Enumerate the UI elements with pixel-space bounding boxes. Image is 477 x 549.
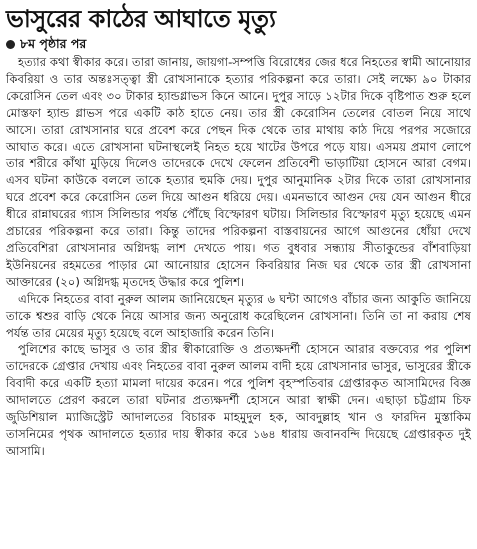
continued-from-label: ৮ম পৃষ্ঠার পর bbox=[20, 36, 87, 51]
paragraph-3: পুলিশের কাছে ভাসুর ও তার স্ত্রীর স্বীকারোক্তি ও প্রত্যক্ষদর্শী হোসনে আরার বক্তব্যের পর পুলিশ তাদেরকে গ্রেপ্তার দেখায় এবং নিহতের বাবা নুরুল আলম বাদী হয়ে রোখসানার ভাসুর, ভাসুরের স্ত্রীকে বিবাদী করে একটি হত্যা মামলা দায়ের করেন। পরে পুলিশ বৃহস্পতিবার গ্রেপ্তারকৃত আসামিদের বিজ্ঞ আদালতে প্রেরণ করলে তারা ঘটনার প্রত্যক্ষদর্শী হোসনে আরা স্বাক্ষী দেন। এছাড়া চট্টগ্রাম চিফ জুডিশিয়াল ম্যাজিস্ট্রেট আদালতের বিচারক মাহমুদুল হক, আবদুল্লাহ খান ও ফারদিন মুস্তাকিম তাসনিমের পৃথক আদালতে হত্যার দায় স্বীকার করে ১৬৪ ধারায় জবানবন্দি দিয়েছে গ্রেপ্তারকৃত দুই আসামি। bbox=[6, 342, 471, 458]
article-body bbox=[6, 54, 471, 460]
continuation-marker bbox=[6, 36, 471, 52]
paragraph-1: হত্যার কথা স্বীকার করে। তারা জানায়, জায়গা-সম্পত্তি বিরোধের জের ধরে নিহতের স্বামী আনোয়ার কিবরিয়া ও তার অন্তঃসত্ত্বা স্ত্রী রোখসানাকে হত্যার পরিকল্পনা করে তারা। সেই লক্ষ্যে ৯০ টাকার কেরোসিন তেল এবং ৩০ টাকার হ্যান্ডগ্লাভস কিনে আনে। দুপুর সাড়ে ১২টার দিকে বৃষ্টিপাত শুরু হলে মোস্তফা হ্যান্ড গ্লাভস পরে একটি কাঠ হাতে নেয়। তার স্ত্রী কেরোসিন তেলের বোতল নিয়ে সাথে আসে। তারা রোখসানার ঘরে প্রবেশ করে পেছন দিক থেকে তার মাথায় কাঠ দিয়ে পরপর সজোরে আঘাত করে। এতে রোখসানা ঘটনাস্থলেই নিহত হয়ে খাটের উপরে পড়ে যায়। এসময় প্রমাণ লোপে তার শরীরে কাঁথা মুড়িয়ে দিলেও তাদেরকে দেখে ফেলেন প্রতিবেশী ভাড়াটিয়া হোসনে আরা বেগম। এসব ঘটনা কাউকে বললে তাকে হত্যার হুমকি দেয়। দুপুর আনুমানিক ২টার দিকে তারা রোখসানার ঘরে প্রবেশ করে কেরোসিন তেল দিয়ে আগুন ধরিয়ে দেয়। এমনভাবে আগুন দেয় যেন আগুন ধীরে ধীরে রান্নাঘরের গ্যাস সিলিন্ডার পর্যন্ত পৌঁছে বিস্ফোরণ ঘটায়। সিলিন্ডার বিস্ফোরণ মৃত্যু হয়েছে এমন প্রচারের পরিকল্পনা করে তারা। কিন্তু তাদের পরিকল্পনা বাস্তবায়নের আগে আগুনের ধোঁয়া দেখে প্রতিবেশিরা রোখসানার অগ্নিদগ্ধ লাশ দেখতে পায়। গত বুধবার সন্ধ্যায় সীতাকুন্ডের বাঁশবাড়িয়া ইউনিয়নের রহমতের পাড়ার মো আনোয়ার হোসেন কিবরিয়ার নিজ ঘর থেকে তার স্ত্রী রোখসানা আক্তারের (২০) অগ্নিদগ্ধ মৃতদেহ উদ্ধার করে পুলিশ। bbox=[6, 55, 471, 289]
article-headline: ভাসুরের কাঠের আঘাতে মৃত্যু bbox=[6, 5, 276, 33]
paragraph-2: এদিকে নিহতের বাবা নুরুল আলম জানিয়েছেন মৃত্যুর ৬ ঘন্টা আগেও বাঁচার জন্য আকুতি জানিয়ে তাকে শ্বশুর বাড়ি থেকে নিয়ে আসার জন্য অনুরোধ করেছিলেন রোখসানা। তিনি তা না করায় শেষ পর্যন্ত তার মেয়ের মৃত্যু হয়েছে বলে আহাজারি করেন তিনি। bbox=[6, 291, 471, 340]
bullet-icon bbox=[6, 40, 15, 49]
